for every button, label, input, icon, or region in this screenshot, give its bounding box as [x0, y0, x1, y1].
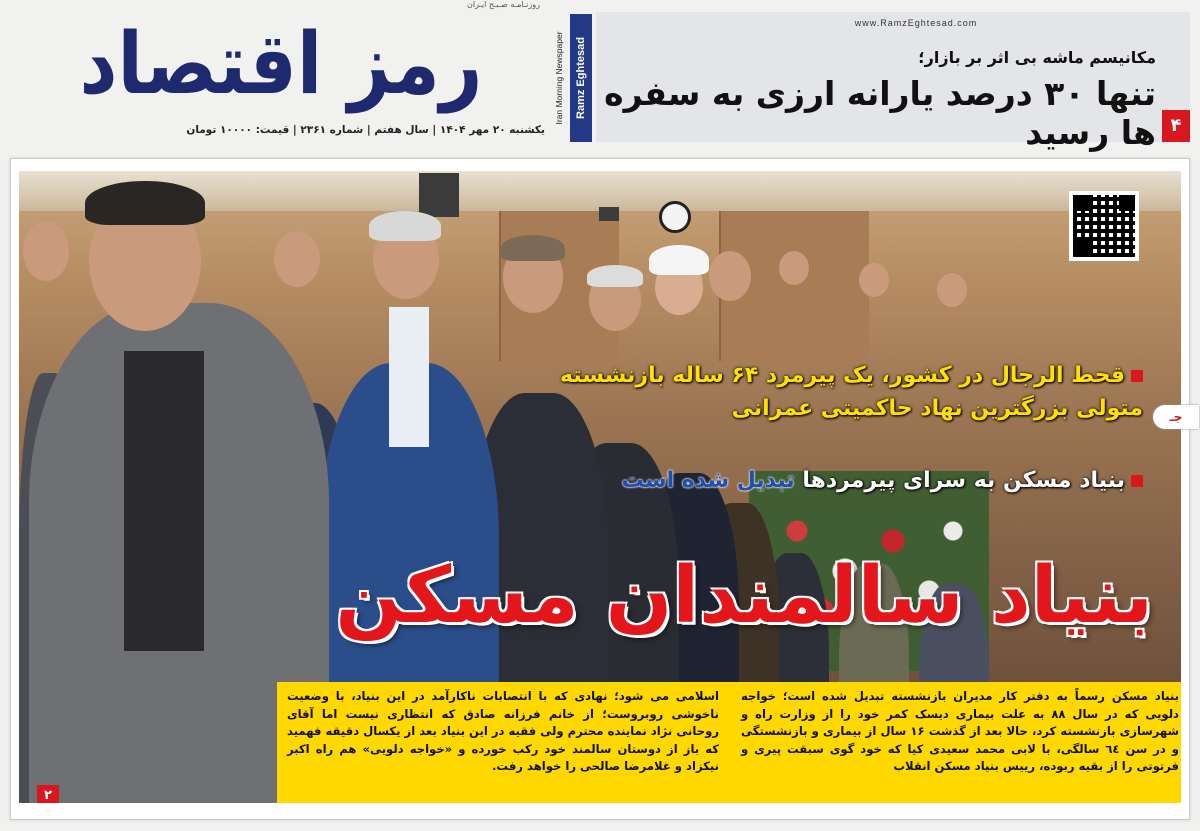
lead-text-box: [277, 682, 1181, 803]
masthead: [0, 0, 1200, 152]
newspaper-logo[interactable]: رمز اقتصاد: [79, 14, 483, 114]
teaser-headline[interactable]: تنها ۳۰ درصد یارانه ارزی به سفره ها رسید: [604, 74, 1156, 152]
lead-column-left: اسلامی می شود؛ نهادی که با انتصابات ناکارآمد در این بنیاد، با وضعیت ناخوشی روبروست؛ از خانم فرزانه صادق که انتظاری نیست اما آقای روحانی نژاد نماینده محترم ولی فقیه در این بنیاد بعد از یکسال دقیقه فهمید که باز از دوستان سالمند خود رکب خورده و «خواجه دلویی» هم راه اکبر نیکزاد و غلامرضا صالحی را خواهد رفت.: [287, 689, 719, 773]
site-url[interactable]: www.RamzEghtesad.com: [854, 18, 978, 28]
hair: [369, 211, 441, 241]
bullet-icon: [1131, 475, 1143, 487]
page-number-marker: ۲: [37, 785, 59, 803]
turban: [649, 245, 709, 275]
bullet-icon: [1131, 370, 1143, 382]
person-head: [779, 251, 809, 285]
qr-code-icon[interactable]: [1069, 191, 1139, 261]
teaser-page-number: ۴: [1162, 110, 1190, 142]
person-head: [709, 251, 751, 301]
speaker-box: [599, 207, 619, 221]
person-head: [859, 263, 889, 297]
hair: [85, 181, 205, 225]
motto: روزنـامـه صـبـح ایـران: [467, 0, 540, 9]
vertical-brand-band: Ramz Eghtesad: [570, 14, 592, 142]
subheadline-2: متولی بزرگترین نهاد حاکمیتی عمرانی: [731, 396, 1143, 421]
speaker-box: [419, 173, 459, 217]
side-tab[interactable]: جـ: [1153, 405, 1199, 429]
cover-photo: [19, 171, 1181, 803]
person-head: [23, 221, 69, 281]
hair: [501, 235, 565, 261]
teaser-kicker: مکانیسم ماشه بی اثر بر بازار؛: [918, 48, 1156, 67]
wall-clock-icon: [659, 201, 691, 233]
front-page-card: [10, 158, 1190, 820]
shirt: [389, 307, 429, 447]
hair: [587, 265, 643, 287]
teaser-box[interactable]: [596, 12, 1190, 152]
person-head: [937, 273, 967, 307]
person-head: [274, 231, 320, 287]
subheadline-3: بنیاد مسکن به سرای پیرمردها تبدیل شده است: [622, 468, 1143, 493]
vertical-subtitle: Iran Morning Newspaper: [554, 31, 564, 125]
dateline: یکشنبه ۲۰ مهر ۱۴۰۴ | سال هفتم | شماره ۲۳۶۱ | قیمت: ۱۰۰۰۰ تومان: [186, 124, 545, 136]
subheadline-1: قحط الرجال در کشور، یک پیرمرد ۶۴ ساله بازنشسته: [560, 363, 1143, 388]
main-headline[interactable]: بنیاد سالمندان مسکن: [335, 551, 1153, 641]
lead-column-right: بنیاد مسکن رسماً به دفتر کار مدیران بازنشسته تبدیل شده است؛ خواجه دلویی که در سال ۸۸ به علت بیماری دیسک کمر خود را از وزارت راه و شهرسازی بازنشسته کرد، حالا بعد از گذشت ۱۶ سال از بیماری و بازنشستگی و در سن ٦٤ سالگی، با لابی محمد سعیدی کیا که خود گوی سبقت پیری و فرتوتی را از بقیه ربوده، رییس بنیاد مسکن انقلاب: [741, 689, 1180, 773]
